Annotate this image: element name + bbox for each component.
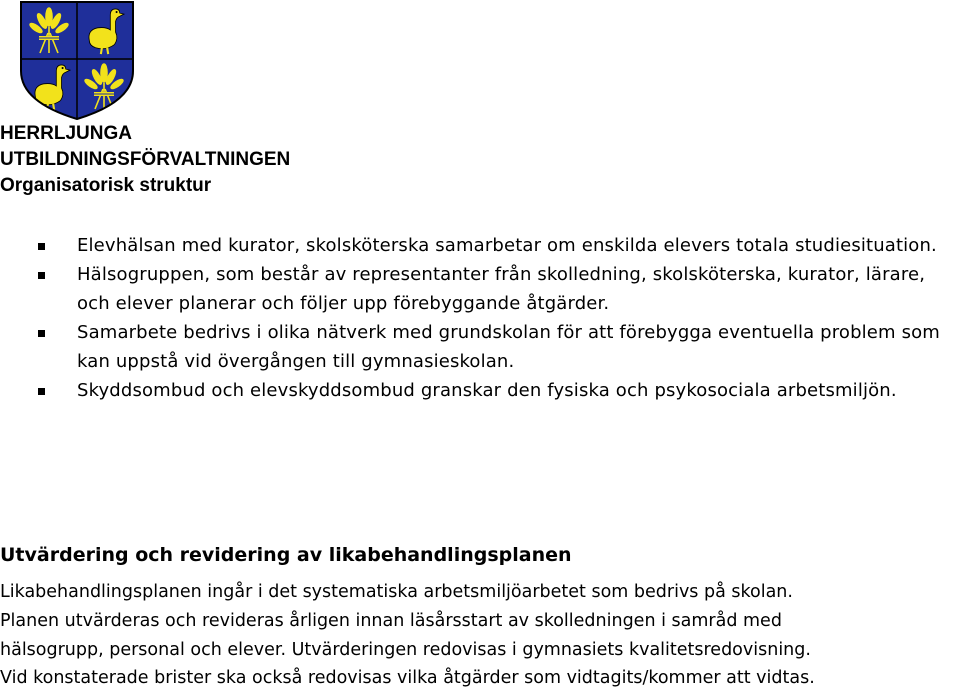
bullet-square-icon	[38, 388, 45, 395]
list-item-text: Elevhälsan med kurator, skolsköterska samarbetar om enskilda elevers totala studiesituation.	[77, 235, 937, 256]
department-name: UTBILDNINGSFÖRVALTNINGEN	[0, 149, 291, 170]
coat-of-arms-icon	[20, 1, 134, 120]
section-heading: Utvärdering och revidering av likabehandlingsplanen	[0, 544, 572, 566]
paragraph-line: Likabehandlingsplanen ingår i det systematiska arbetsmiljöarbetet som bedrivs på skolan.	[0, 582, 793, 602]
paragraph-line: hälsogrupp, personal och elever. Utvärderingen redovisas i gymnasiets kvalitetsredovisning.	[0, 639, 811, 660]
bullet-square-icon	[38, 243, 45, 250]
list-item	[0, 318, 960, 376]
section-paragraph	[0, 578, 960, 693]
list-item-text: Skyddsombud och elevskyddsombud granskar den fysiska och psykosociala arbetsmiljön.	[77, 380, 897, 401]
paragraph-line: Planen utvärderas och revideras årligen innan läsårsstart av skolledningen i samråd med	[0, 610, 782, 631]
list-item	[0, 376, 960, 405]
list-item-text: Hälsogruppen, som består av representanter från skolledning, skolsköterska, kurator, lärare, och elever planerar och följer upp förebyggande åtgärder.	[77, 264, 926, 314]
list-item-text: Samarbete bedrivs i olika nätverk med grundskolan för att förebygga eventuella problem som kan uppstå vid övergången till gymnasieskolan.	[77, 322, 940, 372]
municipality-name: HERRLJUNGA	[0, 123, 132, 144]
paragraph-line: Vid konstaterade brister ska också redovisas vilka åtgärder som vidtagits/kommer att vidtas.	[0, 668, 815, 689]
bullet-square-icon	[38, 272, 45, 279]
list-item	[0, 231, 960, 260]
list-item	[0, 260, 960, 318]
document-heading: Organisatorisk struktur	[0, 175, 212, 196]
bullet-square-icon	[38, 330, 45, 337]
organization-bullet-list	[0, 231, 960, 405]
organization-header	[0, 121, 290, 199]
